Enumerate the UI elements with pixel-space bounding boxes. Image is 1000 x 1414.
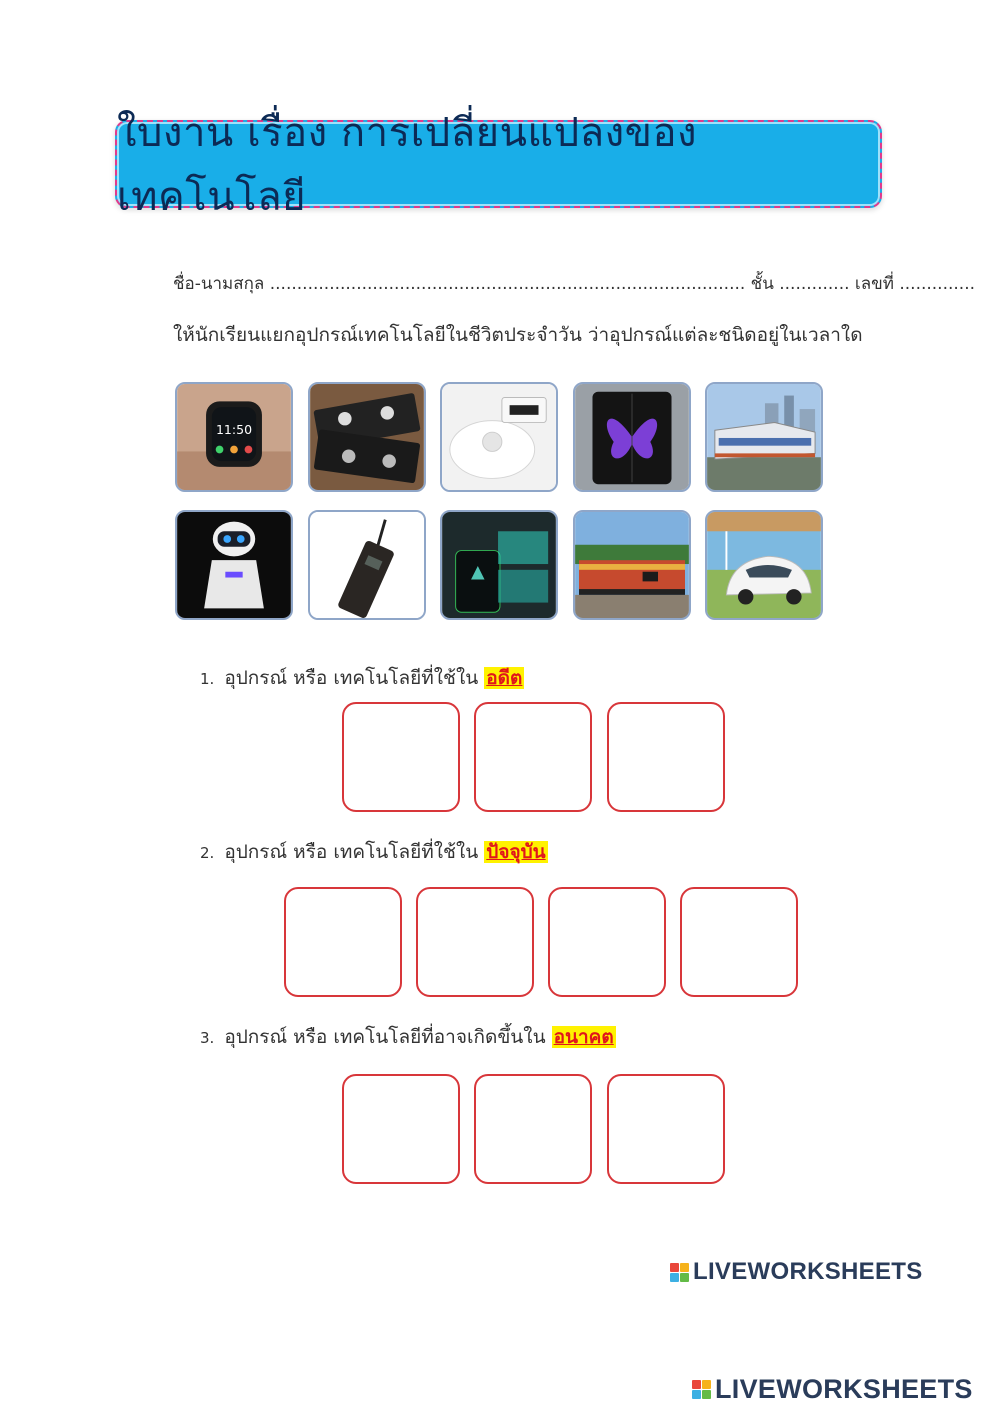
smartwatch-tile[interactable] <box>175 382 293 492</box>
brick-phone-icon <box>310 512 424 618</box>
question-3-keyword: อนาคต <box>553 1026 614 1048</box>
question-3-text: อุปกรณ์ หรือ เทคโนโลยีที่อาจเกิดขึ้นใน <box>224 1026 546 1048</box>
skytrain-icon <box>707 384 821 490</box>
question-2 <box>200 837 548 867</box>
robot-tile[interactable] <box>175 510 293 620</box>
drop-box-future-1[interactable] <box>342 1074 460 1184</box>
drop-box-past-1[interactable] <box>342 702 460 812</box>
liveworksheets-footer-logo <box>692 1374 973 1405</box>
smartwatch-icon <box>177 384 291 490</box>
liveworksheets-logo-text: LIVEWORKSHEETS <box>693 1258 923 1285</box>
question-1-text: อุปกรณ์ หรือ เทคโนโลยีที่ใช้ใน <box>224 667 479 689</box>
drop-box-present-1[interactable] <box>284 887 402 997</box>
title-banner <box>115 110 882 220</box>
drop-box-present-3[interactable] <box>548 887 666 997</box>
question-2-keyword: ปัจจุบัน <box>486 841 546 863</box>
question-2-text: อุปกรณ์ หรือ เทคโนโลยีที่ใช้ใน <box>224 841 479 863</box>
vhs-cassette-icon <box>310 384 424 490</box>
foldable-phone-tile[interactable] <box>573 382 691 492</box>
question-1-keyword: อดีต <box>486 667 523 689</box>
robot-vacuum-icon <box>442 384 556 490</box>
brick-phone-tile[interactable] <box>308 510 426 620</box>
drop-box-present-2[interactable] <box>416 887 534 997</box>
holographic-phone-icon <box>442 512 556 618</box>
student-info-line: ชื่อ-นามสกุล ........................................................................................ ชั้น ............. เลขที่ .............. <box>173 274 976 294</box>
svg-text:11:50: 11:50 <box>215 422 253 438</box>
drop-box-past-2[interactable] <box>474 702 592 812</box>
question-1-number: 1. <box>200 670 215 688</box>
page-title: ใบงาน เรื่อง การเปลี่ยนแปลงของเทคโนโลยี <box>117 110 698 220</box>
liveworksheets-footer-logo-text: LIVEWORKSHEETS <box>715 1374 973 1404</box>
diesel-train-tile[interactable] <box>573 510 691 620</box>
electric-car-icon <box>707 512 821 618</box>
drop-box-past-3[interactable] <box>607 702 725 812</box>
question-3-number: 3. <box>200 1029 215 1047</box>
drop-box-future-2[interactable] <box>474 1074 592 1184</box>
electric-car-tile[interactable] <box>705 510 823 620</box>
question-3 <box>200 1022 616 1052</box>
liveworksheets-logo <box>670 1258 923 1286</box>
diesel-train-icon <box>575 512 689 618</box>
drop-box-present-4[interactable] <box>680 887 798 997</box>
question-1 <box>200 663 524 693</box>
skytrain-tile[interactable] <box>705 382 823 492</box>
liveworksheets-mark-icon <box>670 1263 689 1282</box>
liveworksheets-footer-mark-icon <box>692 1380 711 1399</box>
robot-icon <box>177 512 291 618</box>
foldable-phone-icon <box>575 384 689 490</box>
holographic-phone-tile[interactable] <box>440 510 558 620</box>
vhs-tile[interactable] <box>308 382 426 492</box>
drop-box-future-3[interactable] <box>607 1074 725 1184</box>
robot-vacuum-tile[interactable] <box>440 382 558 492</box>
instruction-text: ให้นักเรียนแยกอุปกรณ์เทคโนโลยีในชีวิตประจำวัน ว่าอุปกรณ์แต่ละชนิดอยู่ในเวลาใด <box>173 324 863 346</box>
question-2-number: 2. <box>200 844 215 862</box>
